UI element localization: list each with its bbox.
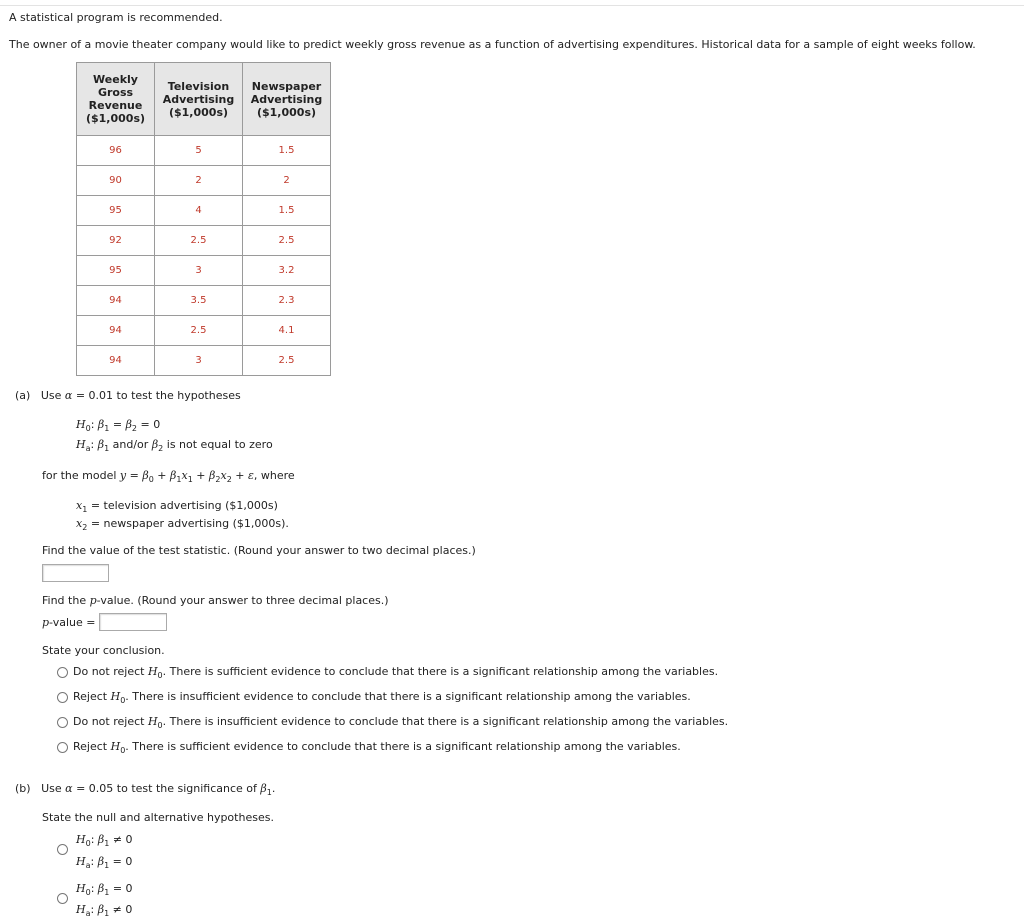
cell-revenue: 92 xyxy=(77,226,155,256)
table-row xyxy=(77,256,331,286)
cell-newspaper: 2 xyxy=(243,166,331,196)
cell-revenue: 94 xyxy=(77,286,155,316)
table-row xyxy=(77,136,331,166)
cell-tv: 3.5 xyxy=(155,286,243,316)
cell-revenue: 94 xyxy=(77,346,155,376)
cell-tv: 2 xyxy=(155,166,243,196)
hypotheses-option-2-h0[interactable]: $H_0$: $\beta_1 = 0$ xyxy=(76,882,133,897)
cell-revenue: 90 xyxy=(77,166,155,196)
cell-tv: 3 xyxy=(155,346,243,376)
top-divider xyxy=(0,5,1024,6)
cell-tv: 2.5 xyxy=(155,316,243,346)
test-statistic-input[interactable] xyxy=(42,564,109,582)
part-b-heading: (b) Use α = 0.05 to test the significance of $\beta_1$. xyxy=(15,782,276,797)
p-value-label: p-value = xyxy=(42,616,96,629)
conclusion-option-1-radio[interactable] xyxy=(57,667,68,678)
find-p-value-prompt: Find the p-value. (Round your answer to three decimal places.) xyxy=(42,594,389,607)
hypotheses-option-1-h0[interactable]: $H_0$: $\beta_1 \ne 0$ xyxy=(76,833,133,848)
x1-definition: $x_1$ = television advertising ($1,000s) xyxy=(76,499,278,514)
model-statement: for the model $y = \beta_0 + \beta_1x_1 + \beta_2x_2 + \varepsilon$, where xyxy=(42,469,295,484)
conclusion-option-2-radio[interactable] xyxy=(57,692,68,703)
table-row xyxy=(77,346,331,376)
table-row xyxy=(77,286,331,316)
cell-newspaper: 3.2 xyxy=(243,256,331,286)
table-row xyxy=(77,316,331,346)
table-row xyxy=(77,166,331,196)
cell-revenue: 94 xyxy=(77,316,155,346)
state-conclusion-prompt: State your conclusion. xyxy=(42,644,165,657)
find-test-statistic-prompt: Find the value of the test statistic. (Round your answer to two decimal places.) xyxy=(42,544,476,557)
conclusion-option-4-label[interactable]: Reject $H_0$. There is sufficient evidence to conclude that there is a significant relationship among the variables. xyxy=(73,740,681,755)
intro-problem-statement: The owner of a movie theater company would like to predict weekly gross revenue as a function of advertising expenditures. Historical data for a sample of eight weeks follow. xyxy=(9,38,976,51)
alternative-hypothesis-a: $H_a$: $\beta_1$ and/or $\beta_2$ is not equal to zero xyxy=(76,438,273,453)
cell-newspaper: 4.1 xyxy=(243,316,331,346)
cell-tv: 3 xyxy=(155,256,243,286)
data-table xyxy=(76,62,331,376)
cell-revenue: 96 xyxy=(77,136,155,166)
table-row xyxy=(77,226,331,256)
intro-recommendation: A statistical program is recommended. xyxy=(9,11,223,24)
conclusion-option-3-radio[interactable] xyxy=(57,717,68,728)
p-value-input[interactable] xyxy=(99,613,167,631)
cell-tv: 2.5 xyxy=(155,226,243,256)
header-television-advertising: Television Advertising ($1,000s) xyxy=(155,63,243,136)
cell-newspaper: 2.5 xyxy=(243,346,331,376)
cell-newspaper: 2.3 xyxy=(243,286,331,316)
cell-tv: 5 xyxy=(155,136,243,166)
conclusion-option-1-label[interactable]: Do not reject $H_0$. There is sufficient evidence to conclude that there is a significant relationship among the variables. xyxy=(73,665,719,680)
hypotheses-option-1-radio[interactable] xyxy=(57,844,68,855)
hypotheses-option-2-radio[interactable] xyxy=(57,893,68,904)
cell-newspaper: 2.5 xyxy=(243,226,331,256)
null-hypothesis-a: $H_0$: $\beta_1 = \beta_2 = 0$ xyxy=(76,418,161,433)
part-a-heading: (a) Use α = 0.01 to test the hypotheses xyxy=(15,389,241,402)
cell-newspaper: 1.5 xyxy=(243,136,331,166)
cell-newspaper: 1.5 xyxy=(243,196,331,226)
conclusion-option-2-label[interactable]: Reject $H_0$. There is insufficient evidence to conclude that there is a significant relationship among the variables. xyxy=(73,690,691,705)
cell-revenue: 95 xyxy=(77,196,155,226)
cell-tv: 4 xyxy=(155,196,243,226)
conclusion-option-3-label[interactable]: Do not reject $H_0$. There is insufficient evidence to conclude that there is a significant relationship among the variables. xyxy=(73,715,729,730)
header-weekly-gross-revenue: Weekly Gross Revenue ($1,000s) xyxy=(77,63,155,136)
hypotheses-option-2-ha[interactable]: $H_a$: $\beta_1 \ne 0$ xyxy=(76,903,133,918)
hypotheses-option-1-ha[interactable]: $H_a$: $\beta_1 = 0$ xyxy=(76,855,133,870)
cell-revenue: 95 xyxy=(77,256,155,286)
conclusion-option-4-radio[interactable] xyxy=(57,742,68,753)
x2-definition: $x_2$ = newspaper advertising ($1,000s). xyxy=(76,517,289,532)
state-hypotheses-prompt: State the null and alternative hypotheses. xyxy=(42,811,274,824)
table-header-row xyxy=(77,63,331,136)
header-newspaper-advertising: Newspaper Advertising ($1,000s) xyxy=(243,63,331,136)
table-row xyxy=(77,196,331,226)
